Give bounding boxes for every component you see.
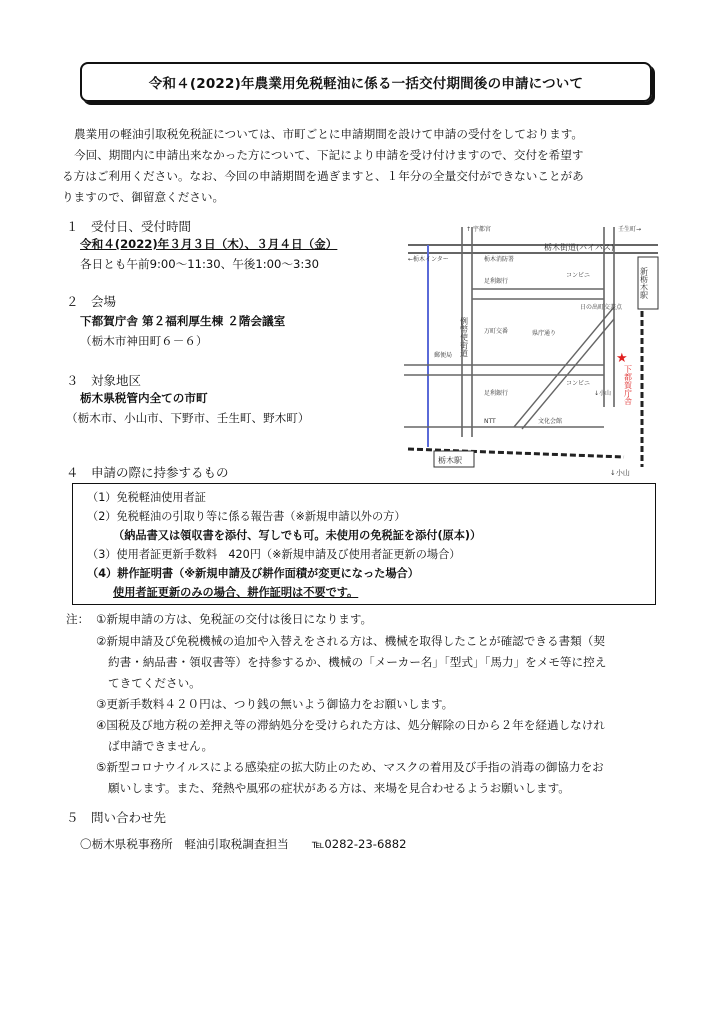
intro-line-1: 農業用の軽油引取税免税証については、市町ごとに申請期間を設けて申請の受付をしております。	[74, 127, 583, 141]
item-2: （2）免税軽油の引取り等に係る報告書（※新規申請以外の方）	[87, 510, 406, 523]
map-label-hinode: 日の出町交差点	[580, 304, 623, 311]
item-4-detail: 使用者証更新のみの場合、耕作証明は不要です。	[113, 586, 359, 599]
map-label-office: 下都賀庁舎	[623, 365, 633, 405]
map-label-koban: 万町交番	[484, 328, 509, 335]
note-4b: ば申請できません。	[108, 739, 214, 753]
map-label-post: 郵便局	[434, 352, 453, 359]
map-label-west-ic: ←栃木インター	[408, 256, 449, 263]
note-3: ③更新手数料４２０円は、つり銭の無いよう御協力をお願いします。	[96, 697, 454, 711]
map-label-kanmachi: 県庁通り	[532, 330, 557, 337]
intro-line-2: 今回、期間内に申請出来なかった方について、下記により申請を受け付けますので、交付を希望す	[74, 148, 584, 162]
map-label-conv2: コンビニ	[566, 380, 591, 387]
section2-venue: 下都賀庁舎 第２福利厚生棟 ２階会議室	[80, 314, 286, 328]
item-2-detail: （納品書又は領収書を添付、写しでも可。未使用の免税証を添付(原本)）	[113, 529, 482, 542]
map-label-bypass: 栃木街道(バイパス)	[544, 243, 615, 252]
map-label-shintochigi: 新栃木駅	[639, 267, 649, 299]
section3-towns: （栃木市、小山市、下野市、壬生町、野木町）	[66, 411, 310, 425]
items-box	[72, 483, 656, 605]
note-2a: ②新規申請及び免税機械の追加や入替えをされる方は、機械を取得したことが確認できる書類（契	[96, 634, 605, 648]
map-label-top2: 壬生町→	[618, 226, 642, 233]
intro-line-3: る方はご利用ください。なお、今回の申請期間を過ぎますと、１年分の全量交付ができないことがあ	[62, 169, 584, 183]
note-4a: ④国税及び地方税の差押え等の滞納処分を受けられた方は、処分解除の日から２年を経過しなけれ	[96, 718, 605, 732]
section1-heading: １ 受付日、受付時間	[66, 219, 192, 234]
section3-heading: ３ 対象地区	[66, 373, 142, 388]
note-2b: 約書・納品書・領収書等）を持参するか、機械の「メーカー名」「型式」「馬力」をメモ等に控え	[108, 655, 607, 669]
map-label-bank: 足利銀行	[484, 278, 509, 285]
map-label-oyama: ↓小山	[610, 469, 630, 477]
map-label-reiheishi: 例幣使街道	[459, 317, 469, 357]
note-1: ①新規申請の方は、免税証の交付は後日になります。	[96, 612, 373, 626]
note-5a: ⑤新型コロナウイルスによる感染症の拡大防止のため、マスクの着用及び手指の消毒の御協力をお	[96, 760, 604, 774]
section1-hours: 各日とも午前9:00～11:30、午後1:00～3:30	[80, 257, 320, 271]
map-label-culture: 文化会館	[538, 418, 563, 425]
item-4: （4）耕作証明書（※新規申請及び耕作面積が変更になった場合）	[87, 567, 419, 580]
map-label-conv1: コンビニ	[566, 272, 591, 279]
section5-heading: ５ 問い合わせ先	[66, 810, 167, 825]
map-label-top: ↑ 宇都宮	[466, 226, 491, 233]
star-icon: ★	[616, 351, 628, 366]
section4-heading: ４ 申請の際に持参するもの	[66, 465, 229, 480]
item-3: （3）使用者証更新手数料 420円（※新規申請及び使用者証更新の場合）	[87, 548, 461, 561]
note-2c: てきてください。	[108, 676, 201, 690]
map-label-bank2: 足利銀行	[484, 390, 509, 397]
map-label-fire: 栃木消防署	[484, 256, 515, 263]
map-label-ntt: NTT	[484, 418, 496, 425]
map-label-south: ↓小山	[594, 390, 612, 397]
intro-text	[62, 124, 672, 208]
notes-label: 注：	[66, 612, 90, 626]
contact-line: 〇栃木県税事務所 軽油引取税調査担当 ℡0282-23-6882	[80, 837, 407, 851]
page-title-box	[80, 62, 652, 102]
section3-area: 栃木県税管内全ての市町	[80, 391, 208, 405]
intro-line-4: りますので、御留意ください。	[62, 190, 225, 204]
section1-dates: 令和４(2022)年３月３日（木）、３月４日（金）	[80, 237, 338, 251]
page-title: 令和４(2022)年農業用免税軽油に係る一括交付期間後の申請について	[148, 76, 584, 92]
map-label-tochigi: 栃木駅	[438, 456, 462, 465]
note-5b: 願いします。また、発熱や風邪の症状がある方は、来場を見合わせるようお願いします。	[108, 781, 570, 795]
section2-heading: ２ 会場	[66, 294, 117, 309]
location-map	[404, 217, 662, 477]
item-1: （1）免税軽油使用者証	[87, 491, 206, 504]
section2-address: （栃木市神田町６－６）	[80, 334, 208, 348]
